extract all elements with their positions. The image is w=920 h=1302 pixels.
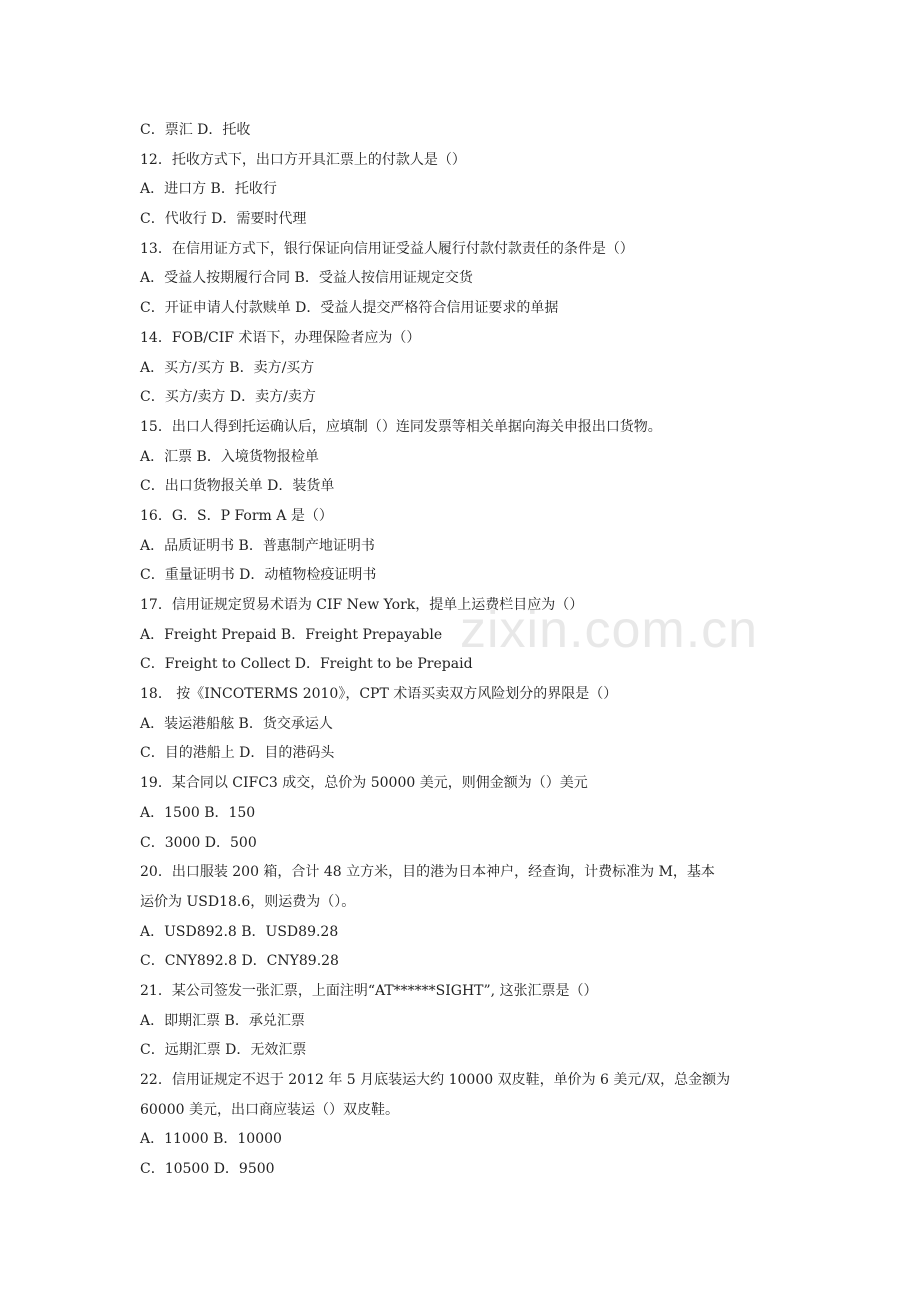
text-line: C．代收行 D．需要时代理 bbox=[140, 211, 307, 228]
text-line: A．汇票 B．入境货物报检单 bbox=[140, 448, 319, 465]
text-line: 17．信用证规定贸易术语为 CIF New York，提单上运费栏目应为（） bbox=[140, 597, 584, 613]
text-line: C．3000 D．500 bbox=[140, 834, 257, 851]
text-line: C．票汇 D．托收 bbox=[140, 122, 251, 138]
text-line: C．目的港船上 D．目的港码头 bbox=[140, 745, 335, 762]
text-line: 12．托收方式下，出口方开具汇票上的付款人是（） bbox=[140, 151, 466, 168]
text-line: A．1500 B．150 bbox=[140, 804, 256, 821]
text-line: C．开证申请人付款赎单 D．受益人提交严格符合信用证要求的单据 bbox=[140, 300, 559, 317]
text-line: A．受益人按期履行合同 B．受益人按信用证规定交货 bbox=[140, 270, 473, 287]
text-line: A．品质证明书 B．普惠制产地证明书 bbox=[140, 537, 375, 554]
text-line: C．远期汇票 D．无效汇票 bbox=[140, 1042, 307, 1059]
text-line: C．重量证明书 D．动植物检疫证明书 bbox=[140, 567, 377, 584]
text-line: A．11000 B．10000 bbox=[140, 1131, 282, 1148]
text-line: C．Freight to Collect D．Freight to be Prepaid bbox=[140, 656, 473, 673]
text-line: C．CNY892.8 D．CNY89.28 bbox=[140, 953, 339, 970]
text-line: 20．出口服装 200 箱，合计 48 立方米，目的港为日本神户，经查询，计费标准为 M，基本 bbox=[140, 864, 715, 881]
question-text-block bbox=[140, 116, 790, 1185]
text-line: A．Freight Prepaid B．Freight Prepayable bbox=[140, 626, 443, 643]
text-line: 运价为 USD18.6，则运费为（）。 bbox=[140, 893, 356, 910]
text-line: 16．G．S．P Form A 是（） bbox=[140, 507, 333, 524]
text-line: A．USD892.8 B．USD89.28 bbox=[140, 923, 339, 940]
text-line: A．装运港船舷 B．货交承运人 bbox=[140, 715, 333, 732]
text-line: 18． 按《INCOTERMS 2010》，CPT 术语买卖双方风险划分的界限是（） bbox=[140, 686, 618, 703]
watermark: zixin.com.cn bbox=[460, 601, 759, 659]
text-line: C．买方/卖方 D．卖方/卖方 bbox=[140, 389, 316, 406]
text-line: 21．某公司签发一张汇票，上面注明“AT******SIGHT”, 这张汇票是（） bbox=[140, 982, 598, 999]
text-line: A．即期汇票 B．承兑汇票 bbox=[140, 1012, 305, 1029]
text-line: C．10500 D．9500 bbox=[140, 1161, 275, 1178]
text-line: 19．某合同以 CIFC3 成交，总价为 50000 美元，则佣金额为（）美元 bbox=[140, 775, 588, 792]
text-line: 22．信用证规定不迟于 2012 年 5 月底装运大约 10000 双皮鞋，单价为 6 美元/双，总金额为 bbox=[140, 1072, 731, 1088]
text-line: C．出口货物报关单 D．装货单 bbox=[140, 478, 335, 495]
text-line: 60000 美元，出口商应装运（）双皮鞋。 bbox=[140, 1101, 399, 1118]
text-line: A．进口方 B．托收行 bbox=[140, 181, 277, 198]
text-line: 15．出口人得到托运确认后，应填制（）连同发票等相关单据向海关申报出口货物。 bbox=[140, 418, 662, 435]
text-line: A．买方/买方 B．卖方/买方 bbox=[140, 359, 315, 376]
text-line: 14．FOB/CIF 术语下，办理保险者应为（） bbox=[140, 329, 421, 346]
text-line: 13．在信用证方式下，银行保证向信用证受益人履行付款付款责任的条件是（） bbox=[140, 240, 634, 257]
